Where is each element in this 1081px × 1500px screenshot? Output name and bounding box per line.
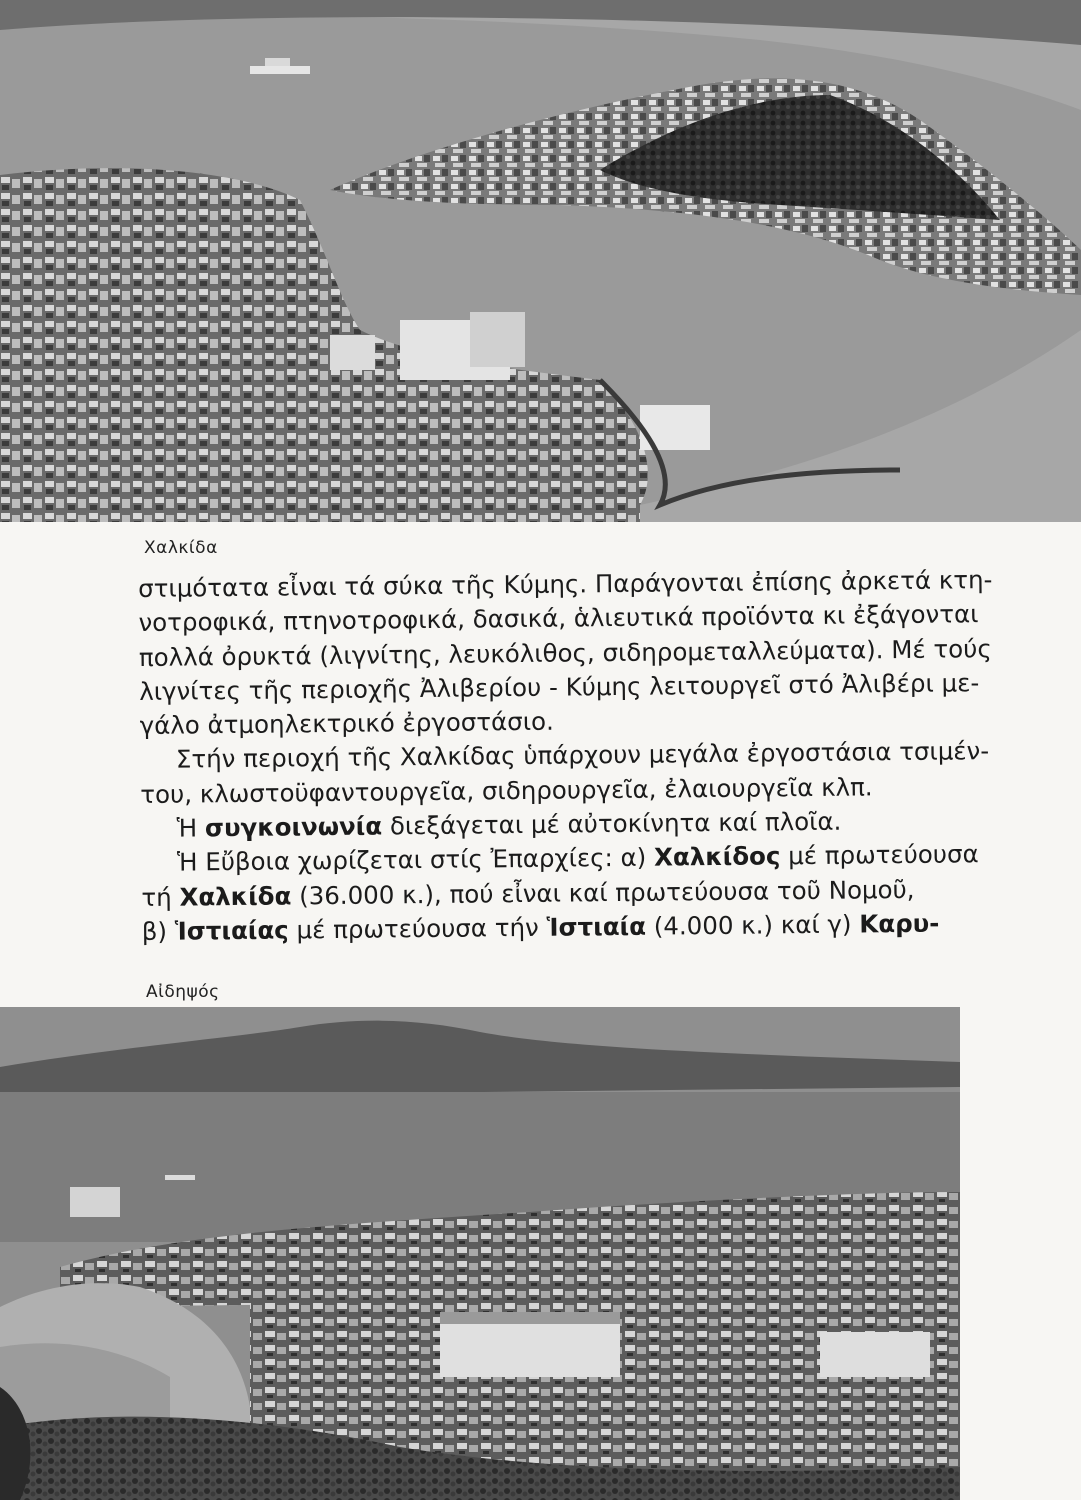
chalkida-aerial-photo bbox=[0, 0, 1081, 522]
photo-caption-aidipsos: Αἰδηψός bbox=[146, 982, 220, 1002]
paragraph-industry bbox=[140, 734, 1041, 812]
text-run: διεξάγεται μέ αὐτοκίνητα καί πλοῖα. bbox=[381, 806, 842, 841]
text-run: (4.000 κ.) καί γ) bbox=[645, 909, 860, 941]
text-line: Στήν περιοχή τῆς Χαλκίδας ὑπάρχουν μεγάλα ἐργοστάσια τσιμέν- bbox=[175, 736, 990, 775]
bold-term: Χαλκίδος bbox=[653, 841, 781, 872]
aidipsos-landscape-photo bbox=[0, 1007, 960, 1500]
bold-term: συγκοινωνία bbox=[204, 811, 383, 843]
text-line: λιγνίτες τῆς περιοχῆς Ἀλιβερίου - Κύμης λειτουργεῖ στό Ἀλιβέρι με- bbox=[139, 668, 980, 706]
bold-term: Χαλκίδα bbox=[179, 881, 292, 912]
paragraph-provinces bbox=[141, 837, 1042, 949]
paragraph-products bbox=[138, 563, 1040, 744]
text-run: β) bbox=[141, 916, 175, 946]
text-line: στιμότατα εἶναι τά σύκα τῆς Κύμης. Παράγονται ἐπίσης ἀρκετά κτη- bbox=[138, 565, 993, 603]
text-run: μέ πρωτεύουσα bbox=[780, 839, 979, 871]
bold-term: Ἱστιαία bbox=[546, 911, 647, 942]
text-run: μέ πρωτεύουσα τήν bbox=[288, 912, 547, 945]
photo-caption-chalkida: Χαλκίδα bbox=[144, 538, 218, 558]
text-run: τή bbox=[141, 882, 180, 912]
text-run: (36.000 κ.), πού εἶναι καί πρωτεύουσα τοῦ Νομοῦ, bbox=[291, 874, 915, 911]
text-line: του, κλωστοϋφαντουργεῖα, σιδηρουργεῖα, ἐλαιουργεῖα κλπ. bbox=[140, 772, 873, 809]
bold-term: Ἱστιαίας bbox=[174, 915, 289, 946]
text-run: Ἡ Εὔβοια χωρίζεται στίς Ἐπαρχίες: α) bbox=[176, 842, 655, 877]
body-text bbox=[138, 563, 1042, 950]
text-line: νοτροφικά, πτηνοτροφικά, δασικά, ἁλιευτικά προϊόντα κι ἐξάγονται bbox=[138, 599, 979, 638]
text-run: Ἡ bbox=[176, 813, 206, 843]
text-line: γάλο ἀτμοηλεκτρικό ἐργοστάσιο. bbox=[139, 706, 554, 741]
bold-term: Καρυ- bbox=[859, 908, 940, 939]
text-line: πολλά ὀρυκτά (λιγνίτης, λευκόλιθος, σιδηρομεταλλεύματα). Μέ τούς bbox=[138, 633, 992, 672]
